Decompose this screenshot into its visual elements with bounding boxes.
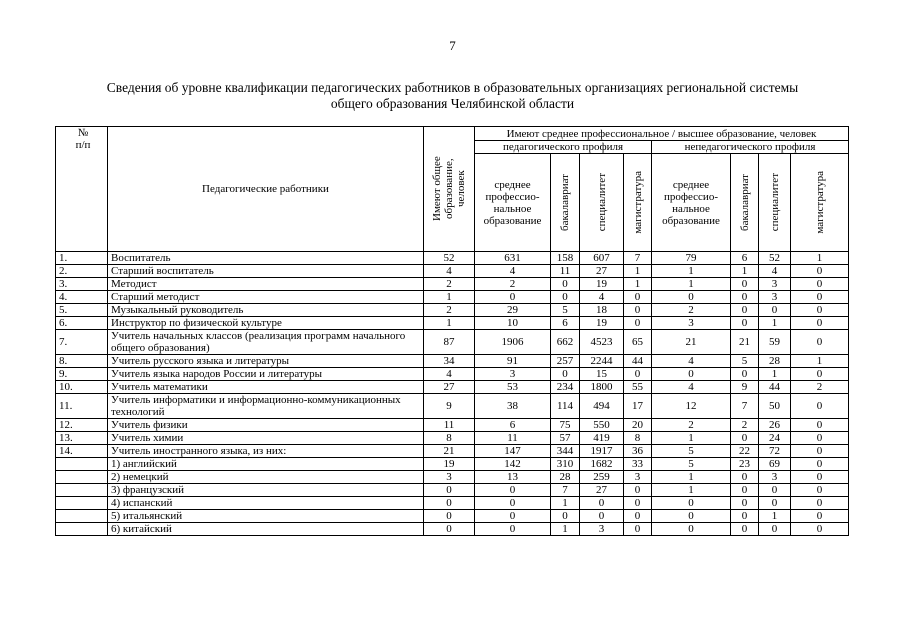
cell-ped-bak: 5 bbox=[551, 304, 580, 317]
cell-nonped-spec: 3 bbox=[759, 291, 791, 304]
cell-ped-spo: 147 bbox=[475, 445, 551, 458]
cell-general: 21 bbox=[424, 445, 475, 458]
row-worker: 5) итальянский bbox=[108, 510, 424, 523]
table-body bbox=[56, 252, 849, 536]
cell-general: 11 bbox=[424, 419, 475, 432]
cell-nonped-spec: 1 bbox=[759, 510, 791, 523]
cell-nonped-bak: 23 bbox=[731, 458, 759, 471]
cell-ped-mag: 20 bbox=[624, 419, 652, 432]
table-row bbox=[56, 265, 849, 278]
row-number bbox=[56, 458, 108, 471]
row-number: 10. bbox=[56, 381, 108, 394]
cell-ped-mag: 0 bbox=[624, 523, 652, 536]
cell-nonped-mag: 0 bbox=[791, 291, 849, 304]
cell-nonped-spo: 0 bbox=[652, 523, 731, 536]
cell-nonped-spec: 44 bbox=[759, 381, 791, 394]
page-number: 7 bbox=[449, 38, 456, 53]
cell-ped-mag: 0 bbox=[624, 317, 652, 330]
cell-ped-spec: 2244 bbox=[580, 355, 624, 368]
header-ped-spo: среднее профессио-нальное образование bbox=[475, 154, 551, 252]
cell-ped-bak: 28 bbox=[551, 471, 580, 484]
cell-nonped-mag: 1 bbox=[791, 355, 849, 368]
cell-ped-bak: 6 bbox=[551, 317, 580, 330]
table-row bbox=[56, 432, 849, 445]
cell-nonped-bak: 0 bbox=[731, 471, 759, 484]
row-worker: Учитель физики bbox=[108, 419, 424, 432]
cell-nonped-spec: 1 bbox=[759, 368, 791, 381]
cell-nonped-mag: 0 bbox=[791, 265, 849, 278]
cell-nonped-spec: 50 bbox=[759, 394, 791, 419]
cell-nonped-mag: 0 bbox=[791, 330, 849, 355]
row-number: 14. bbox=[56, 445, 108, 458]
cell-ped-spec: 1917 bbox=[580, 445, 624, 458]
cell-nonped-bak: 2 bbox=[731, 419, 759, 432]
cell-general: 2 bbox=[424, 278, 475, 291]
cell-nonped-spec: 0 bbox=[759, 523, 791, 536]
cell-ped-spec: 4523 bbox=[580, 330, 624, 355]
row-number bbox=[56, 497, 108, 510]
header-ped-mag bbox=[624, 154, 652, 252]
cell-ped-mag: 65 bbox=[624, 330, 652, 355]
cell-ped-spo: 0 bbox=[475, 510, 551, 523]
header-ped-spec-text: специалитет bbox=[595, 173, 608, 232]
cell-ped-bak: 57 bbox=[551, 432, 580, 445]
cell-ped-bak: 114 bbox=[551, 394, 580, 419]
cell-nonped-bak: 0 bbox=[731, 304, 759, 317]
title-line-1: Сведения об уровне квалификации педагогических работников в образовательных организациях региональной системы bbox=[106, 80, 799, 95]
cell-general: 87 bbox=[424, 330, 475, 355]
cell-ped-bak: 158 bbox=[551, 252, 580, 265]
cell-nonped-bak: 0 bbox=[731, 484, 759, 497]
row-worker: 4) испанский bbox=[108, 497, 424, 510]
cell-nonped-spo: 0 bbox=[652, 368, 731, 381]
table-row bbox=[56, 458, 849, 471]
cell-general: 0 bbox=[424, 510, 475, 523]
cell-ped-bak: 0 bbox=[551, 368, 580, 381]
cell-ped-spo: 11 bbox=[475, 432, 551, 445]
cell-nonped-mag: 0 bbox=[791, 317, 849, 330]
cell-nonped-spo: 5 bbox=[652, 458, 731, 471]
cell-general: 2 bbox=[424, 304, 475, 317]
cell-ped-spec: 18 bbox=[580, 304, 624, 317]
header-nonped-spec bbox=[759, 154, 791, 252]
row-number: 8. bbox=[56, 355, 108, 368]
cell-nonped-mag: 0 bbox=[791, 445, 849, 458]
cell-ped-spo: 13 bbox=[475, 471, 551, 484]
cell-ped-spo: 53 bbox=[475, 381, 551, 394]
cell-nonped-spec: 72 bbox=[759, 445, 791, 458]
row-number: 1. bbox=[56, 252, 108, 265]
cell-nonped-spo: 2 bbox=[652, 304, 731, 317]
cell-nonped-bak: 5 bbox=[731, 355, 759, 368]
table-row bbox=[56, 484, 849, 497]
header-workers: Педагогические работники bbox=[108, 127, 424, 252]
cell-nonped-spec: 3 bbox=[759, 471, 791, 484]
cell-ped-bak: 310 bbox=[551, 458, 580, 471]
cell-nonped-spo: 12 bbox=[652, 394, 731, 419]
cell-ped-mag: 1 bbox=[624, 278, 652, 291]
cell-nonped-mag: 0 bbox=[791, 368, 849, 381]
cell-nonped-mag: 1 bbox=[791, 252, 849, 265]
cell-ped-bak: 7 bbox=[551, 484, 580, 497]
header-nonped-profile: непедагогического профиля bbox=[652, 141, 849, 154]
cell-ped-spec: 3 bbox=[580, 523, 624, 536]
cell-general: 0 bbox=[424, 497, 475, 510]
cell-nonped-spo: 1 bbox=[652, 471, 731, 484]
header-nonped-spo: среднее профессио-нальное образование bbox=[652, 154, 731, 252]
cell-general: 1 bbox=[424, 317, 475, 330]
row-number: 3. bbox=[56, 278, 108, 291]
cell-ped-mag: 0 bbox=[624, 484, 652, 497]
table-row bbox=[56, 523, 849, 536]
cell-nonped-mag: 0 bbox=[791, 510, 849, 523]
table-row bbox=[56, 355, 849, 368]
cell-ped-mag: 0 bbox=[624, 304, 652, 317]
row-worker: Инструктор по физической культуре bbox=[108, 317, 424, 330]
cell-nonped-mag: 0 bbox=[791, 278, 849, 291]
cell-nonped-spec: 52 bbox=[759, 252, 791, 265]
table-row bbox=[56, 317, 849, 330]
cell-ped-spo: 0 bbox=[475, 291, 551, 304]
row-number: 7. bbox=[56, 330, 108, 355]
header-spo-vo: Имеют среднее профессиональное / высшее образование, человек bbox=[475, 127, 849, 141]
cell-ped-spo: 29 bbox=[475, 304, 551, 317]
cell-nonped-bak: 0 bbox=[731, 317, 759, 330]
row-number bbox=[56, 471, 108, 484]
cell-nonped-bak: 1 bbox=[731, 265, 759, 278]
row-number: 2. bbox=[56, 265, 108, 278]
row-number: 12. bbox=[56, 419, 108, 432]
cell-ped-spec: 1800 bbox=[580, 381, 624, 394]
cell-nonped-spo: 1 bbox=[652, 278, 731, 291]
cell-nonped-spec: 0 bbox=[759, 484, 791, 497]
cell-ped-bak: 0 bbox=[551, 291, 580, 304]
cell-nonped-mag: 0 bbox=[791, 497, 849, 510]
table-header bbox=[56, 127, 849, 252]
cell-ped-mag: 36 bbox=[624, 445, 652, 458]
cell-ped-spo: 1906 bbox=[475, 330, 551, 355]
cell-ped-spo: 142 bbox=[475, 458, 551, 471]
header-nonped-mag-text: магистратура bbox=[813, 171, 826, 234]
cell-ped-mag: 3 bbox=[624, 471, 652, 484]
cell-ped-spo: 0 bbox=[475, 523, 551, 536]
cell-nonped-spo: 3 bbox=[652, 317, 731, 330]
cell-nonped-spo: 0 bbox=[652, 510, 731, 523]
cell-nonped-mag: 0 bbox=[791, 432, 849, 445]
cell-ped-mag: 0 bbox=[624, 291, 652, 304]
cell-general: 4 bbox=[424, 368, 475, 381]
cell-nonped-mag: 0 bbox=[791, 304, 849, 317]
row-number: 5. bbox=[56, 304, 108, 317]
cell-ped-spo: 4 bbox=[475, 265, 551, 278]
row-worker: 2) немецкий bbox=[108, 471, 424, 484]
cell-ped-mag: 0 bbox=[624, 510, 652, 523]
cell-ped-spec: 419 bbox=[580, 432, 624, 445]
document-title bbox=[40, 80, 865, 112]
cell-nonped-spo: 5 bbox=[652, 445, 731, 458]
cell-ped-spo: 38 bbox=[475, 394, 551, 419]
cell-ped-spec: 19 bbox=[580, 317, 624, 330]
row-worker: Учитель языка народов России и литературы bbox=[108, 368, 424, 381]
row-number: 11. bbox=[56, 394, 108, 419]
cell-ped-mag: 7 bbox=[624, 252, 652, 265]
cell-nonped-bak: 0 bbox=[731, 432, 759, 445]
cell-ped-spo: 2 bbox=[475, 278, 551, 291]
cell-nonped-spo: 4 bbox=[652, 381, 731, 394]
cell-nonped-bak: 0 bbox=[731, 278, 759, 291]
row-worker: 6) китайский bbox=[108, 523, 424, 536]
cell-nonped-bak: 7 bbox=[731, 394, 759, 419]
cell-ped-spo: 0 bbox=[475, 484, 551, 497]
cell-ped-bak: 1 bbox=[551, 497, 580, 510]
cell-ped-spec: 1682 bbox=[580, 458, 624, 471]
row-worker: 1) английский bbox=[108, 458, 424, 471]
cell-ped-spec: 4 bbox=[580, 291, 624, 304]
cell-ped-spo: 91 bbox=[475, 355, 551, 368]
cell-ped-spec: 19 bbox=[580, 278, 624, 291]
cell-ped-bak: 11 bbox=[551, 265, 580, 278]
cell-nonped-spec: 0 bbox=[759, 497, 791, 510]
cell-ped-bak: 257 bbox=[551, 355, 580, 368]
cell-ped-mag: 0 bbox=[624, 368, 652, 381]
cell-general: 8 bbox=[424, 432, 475, 445]
cell-ped-bak: 75 bbox=[551, 419, 580, 432]
cell-ped-spec: 494 bbox=[580, 394, 624, 419]
cell-nonped-spo: 4 bbox=[652, 355, 731, 368]
title-line-2: общего образования Челябинской области bbox=[330, 96, 575, 111]
cell-nonped-spec: 26 bbox=[759, 419, 791, 432]
table-row bbox=[56, 304, 849, 317]
cell-nonped-spo: 2 bbox=[652, 419, 731, 432]
header-num bbox=[56, 127, 108, 252]
table-row bbox=[56, 419, 849, 432]
cell-nonped-spec: 24 bbox=[759, 432, 791, 445]
cell-ped-mag: 55 bbox=[624, 381, 652, 394]
row-number: 4. bbox=[56, 291, 108, 304]
table-row bbox=[56, 510, 849, 523]
cell-ped-bak: 0 bbox=[551, 510, 580, 523]
cell-ped-spec: 27 bbox=[580, 265, 624, 278]
cell-nonped-bak: 0 bbox=[731, 523, 759, 536]
cell-general: 3 bbox=[424, 471, 475, 484]
cell-general: 19 bbox=[424, 458, 475, 471]
cell-ped-spo: 0 bbox=[475, 497, 551, 510]
cell-nonped-mag: 0 bbox=[791, 484, 849, 497]
cell-nonped-spec: 59 bbox=[759, 330, 791, 355]
cell-nonped-spec: 28 bbox=[759, 355, 791, 368]
cell-nonped-spo: 0 bbox=[652, 497, 731, 510]
cell-general: 1 bbox=[424, 291, 475, 304]
cell-nonped-mag: 0 bbox=[791, 523, 849, 536]
row-number bbox=[56, 523, 108, 536]
cell-nonped-bak: 0 bbox=[731, 291, 759, 304]
table-row bbox=[56, 471, 849, 484]
cell-ped-spo: 631 bbox=[475, 252, 551, 265]
cell-nonped-spo: 79 bbox=[652, 252, 731, 265]
cell-ped-bak: 1 bbox=[551, 523, 580, 536]
header-ped-spec bbox=[580, 154, 624, 252]
table-row bbox=[56, 252, 849, 265]
row-worker: Старший методист bbox=[108, 291, 424, 304]
header-num-symbol: № bbox=[77, 127, 89, 139]
header-ped-profile: педагогического профиля bbox=[475, 141, 652, 154]
cell-ped-mag: 0 bbox=[624, 497, 652, 510]
cell-ped-bak: 662 bbox=[551, 330, 580, 355]
cell-nonped-spec: 1 bbox=[759, 317, 791, 330]
header-num-pp: п/п bbox=[75, 139, 91, 151]
row-worker: Учитель начальных классов (реализация программ начального общего образования) bbox=[108, 330, 424, 355]
cell-nonped-bak: 21 bbox=[731, 330, 759, 355]
cell-general: 0 bbox=[424, 523, 475, 536]
row-worker: Методист bbox=[108, 278, 424, 291]
table-row bbox=[56, 330, 849, 355]
cell-ped-spo: 10 bbox=[475, 317, 551, 330]
header-general-education bbox=[424, 127, 475, 252]
cell-nonped-mag: 0 bbox=[791, 458, 849, 471]
table-row bbox=[56, 445, 849, 458]
cell-ped-spo: 6 bbox=[475, 419, 551, 432]
table-row bbox=[56, 291, 849, 304]
row-number: 13. bbox=[56, 432, 108, 445]
cell-ped-spec: 27 bbox=[580, 484, 624, 497]
row-number bbox=[56, 510, 108, 523]
cell-nonped-mag: 0 bbox=[791, 471, 849, 484]
cell-ped-bak: 0 bbox=[551, 278, 580, 291]
cell-ped-mag: 44 bbox=[624, 355, 652, 368]
cell-nonped-spo: 0 bbox=[652, 291, 731, 304]
cell-nonped-spo: 1 bbox=[652, 265, 731, 278]
cell-ped-spec: 607 bbox=[580, 252, 624, 265]
row-number: 6. bbox=[56, 317, 108, 330]
header-general-text: Имеют общее образование, человек bbox=[431, 156, 467, 222]
cell-nonped-spec: 69 bbox=[759, 458, 791, 471]
cell-ped-bak: 234 bbox=[551, 381, 580, 394]
cell-ped-bak: 344 bbox=[551, 445, 580, 458]
cell-general: 34 bbox=[424, 355, 475, 368]
row-worker: Воспитатель bbox=[108, 252, 424, 265]
row-worker: Учитель иностранного языка, из них: bbox=[108, 445, 424, 458]
cell-nonped-bak: 9 bbox=[731, 381, 759, 394]
cell-nonped-mag: 0 bbox=[791, 394, 849, 419]
table-row bbox=[56, 497, 849, 510]
table-row bbox=[56, 278, 849, 291]
cell-nonped-spo: 1 bbox=[652, 432, 731, 445]
cell-nonped-spo: 1 bbox=[652, 484, 731, 497]
cell-ped-mag: 17 bbox=[624, 394, 652, 419]
cell-ped-mag: 33 bbox=[624, 458, 652, 471]
row-worker: Старший воспитатель bbox=[108, 265, 424, 278]
cell-nonped-bak: 6 bbox=[731, 252, 759, 265]
header-nonped-bak bbox=[731, 154, 759, 252]
cell-nonped-spec: 4 bbox=[759, 265, 791, 278]
header-nonped-bak-text: бакалавриат bbox=[738, 174, 751, 231]
row-number: 9. bbox=[56, 368, 108, 381]
cell-ped-spec: 0 bbox=[580, 510, 624, 523]
qualification-table bbox=[55, 126, 849, 536]
cell-general: 0 bbox=[424, 484, 475, 497]
table-row bbox=[56, 368, 849, 381]
cell-ped-spec: 15 bbox=[580, 368, 624, 381]
cell-nonped-spec: 3 bbox=[759, 278, 791, 291]
cell-general: 52 bbox=[424, 252, 475, 265]
cell-ped-spo: 3 bbox=[475, 368, 551, 381]
cell-ped-spec: 259 bbox=[580, 471, 624, 484]
header-ped-mag-text: магистратура bbox=[631, 171, 644, 234]
row-worker: 3) французский bbox=[108, 484, 424, 497]
cell-nonped-bak: 0 bbox=[731, 368, 759, 381]
cell-nonped-spo: 21 bbox=[652, 330, 731, 355]
row-worker: Учитель русского языка и литературы bbox=[108, 355, 424, 368]
cell-nonped-mag: 0 bbox=[791, 419, 849, 432]
cell-nonped-spec: 0 bbox=[759, 304, 791, 317]
cell-nonped-bak: 22 bbox=[731, 445, 759, 458]
header-ped-bak bbox=[551, 154, 580, 252]
row-worker: Учитель химии bbox=[108, 432, 424, 445]
table-row bbox=[56, 381, 849, 394]
row-number bbox=[56, 484, 108, 497]
header-nonped-spec-text: специалитет bbox=[768, 173, 781, 232]
cell-ped-spec: 0 bbox=[580, 497, 624, 510]
cell-nonped-mag: 2 bbox=[791, 381, 849, 394]
header-ped-bak-text: бакалавриат bbox=[559, 174, 571, 231]
cell-nonped-bak: 0 bbox=[731, 510, 759, 523]
row-worker: Учитель математики bbox=[108, 381, 424, 394]
row-worker: Учитель информатики и информационно-коммуникационных технологий bbox=[108, 394, 424, 419]
cell-ped-mag: 8 bbox=[624, 432, 652, 445]
cell-ped-spec: 550 bbox=[580, 419, 624, 432]
cell-general: 9 bbox=[424, 394, 475, 419]
cell-general: 4 bbox=[424, 265, 475, 278]
cell-ped-mag: 1 bbox=[624, 265, 652, 278]
cell-nonped-bak: 0 bbox=[731, 497, 759, 510]
cell-general: 27 bbox=[424, 381, 475, 394]
row-worker: Музыкальный руководитель bbox=[108, 304, 424, 317]
header-nonped-mag bbox=[791, 154, 849, 252]
table-row bbox=[56, 394, 849, 419]
